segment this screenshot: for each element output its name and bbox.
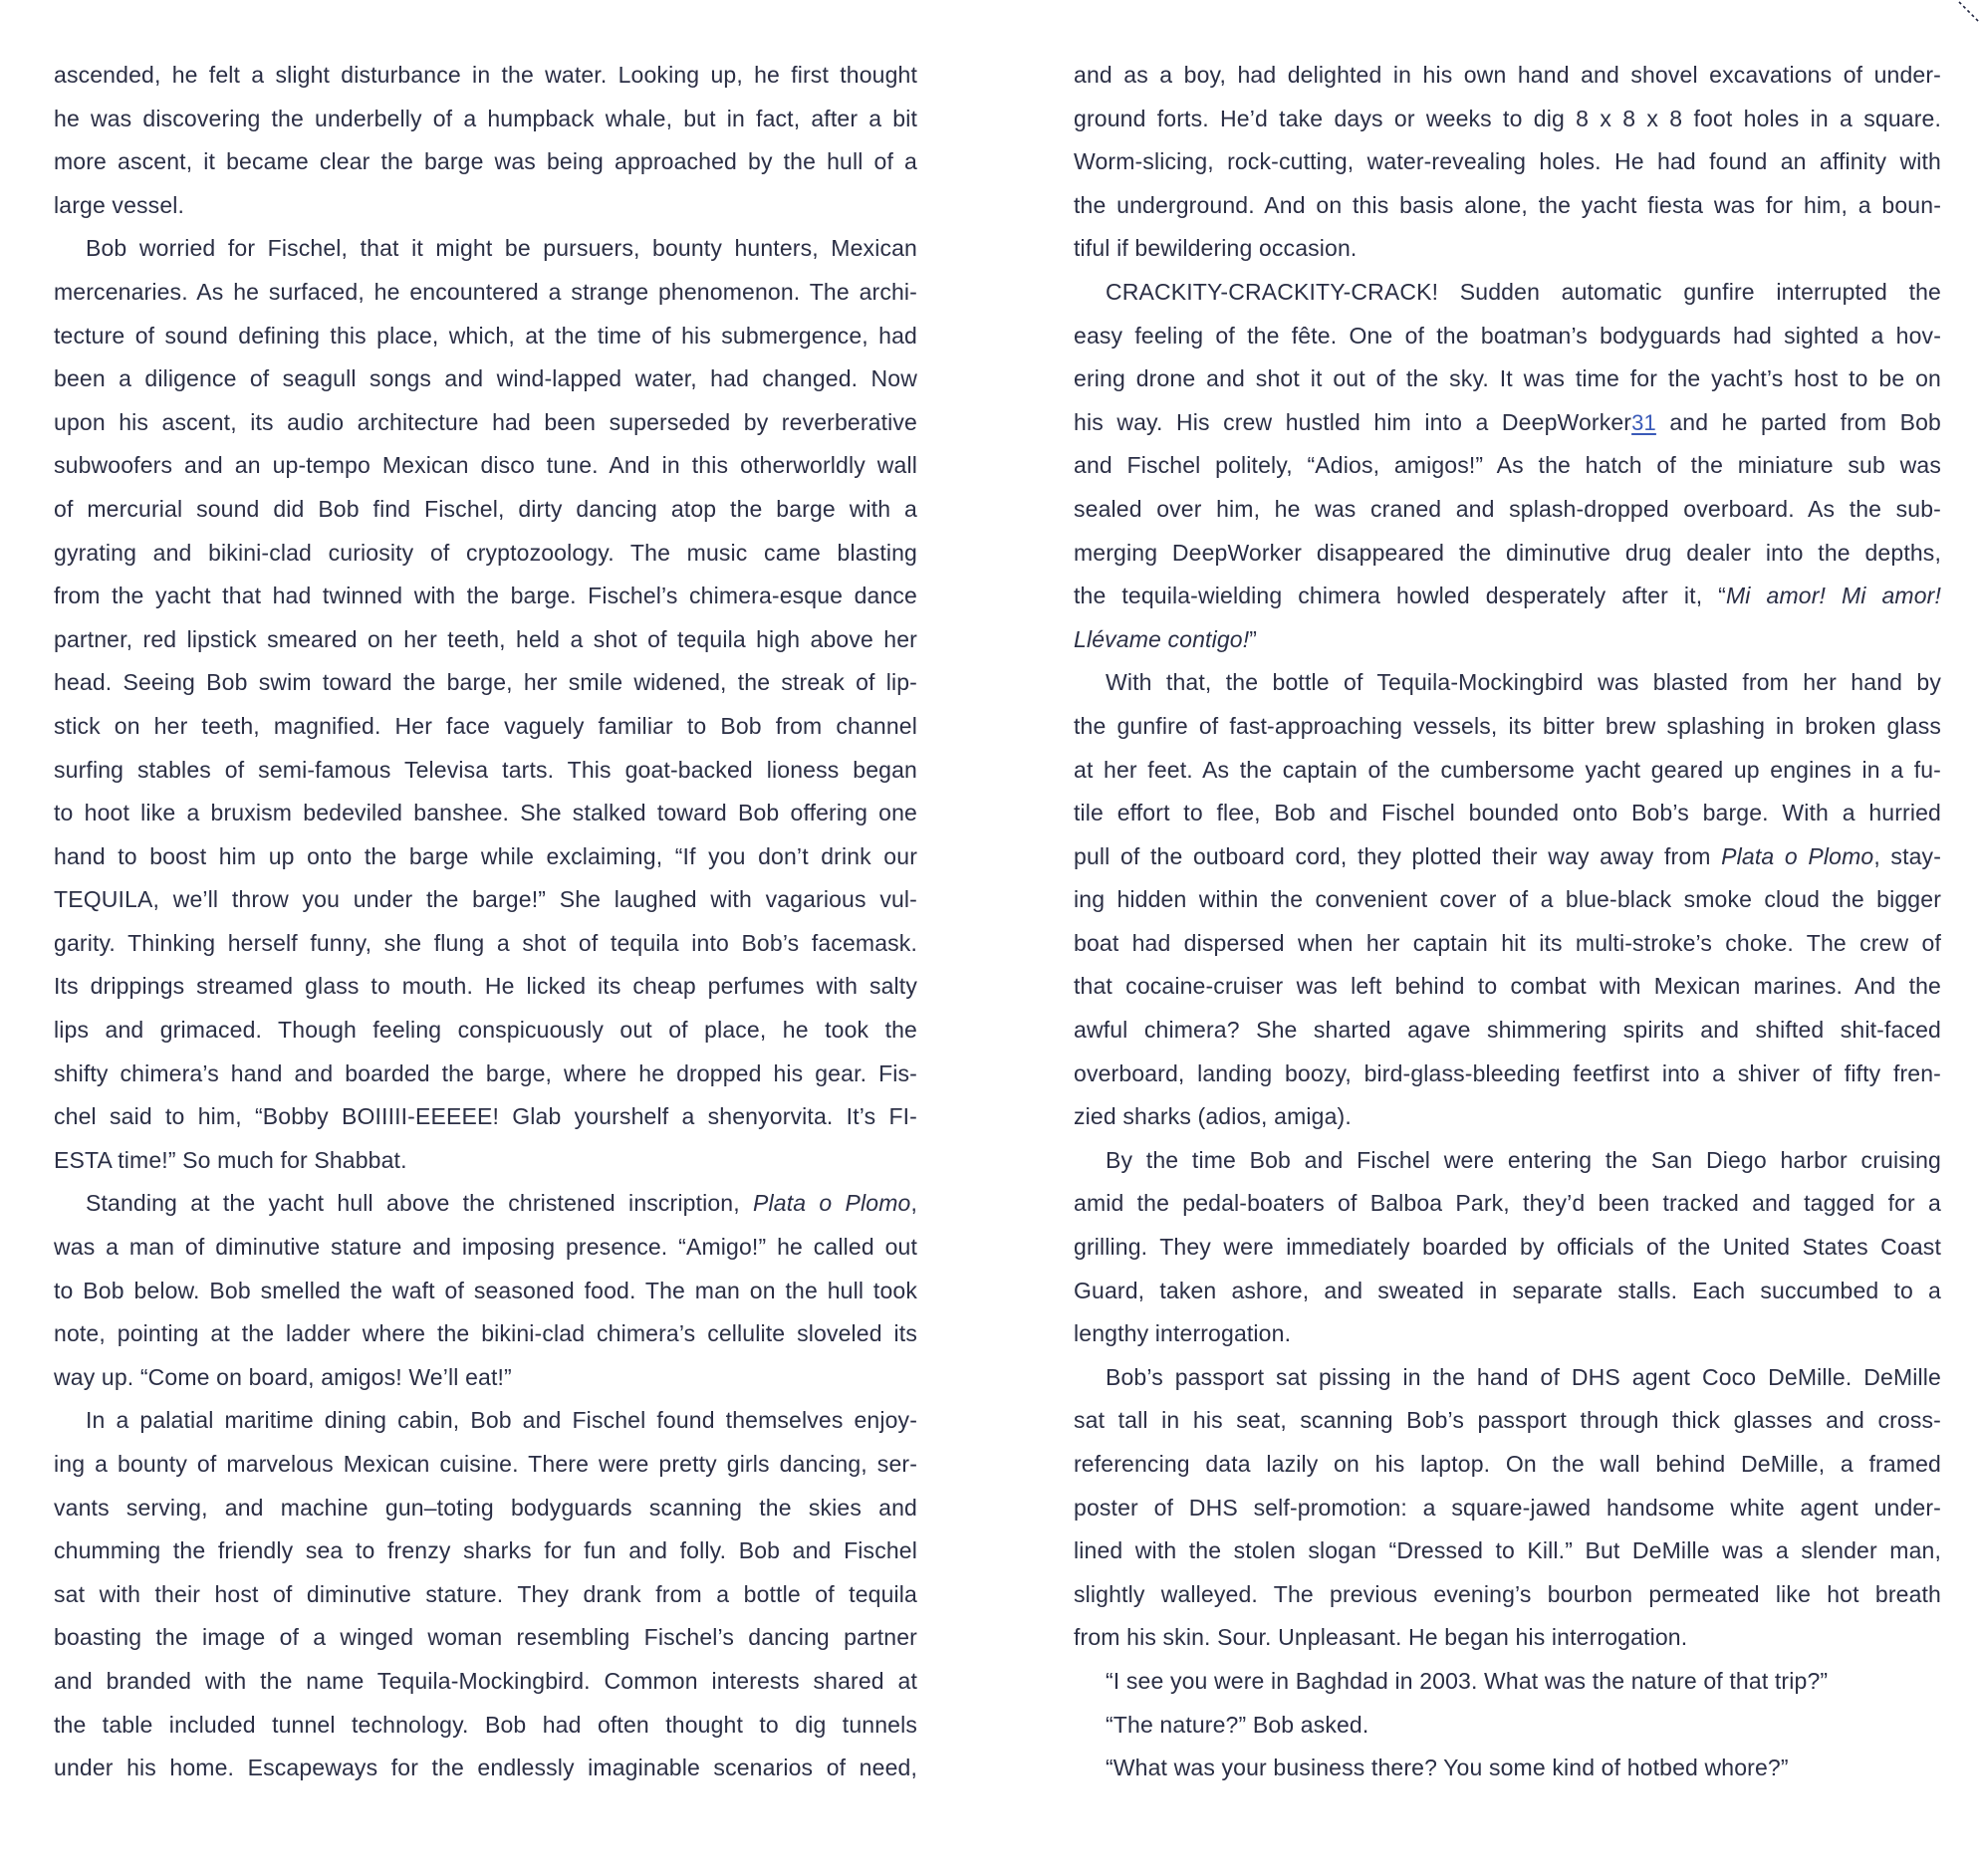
text-line — [1074, 835, 1941, 879]
line-text: lengthy interrogation. — [1074, 1320, 1292, 1347]
line-text-suffix: ” — [1249, 625, 1258, 652]
line-text: sealed over him, he was craned and splash-dropped overboard. As the sub- — [1074, 495, 1941, 522]
text-line — [54, 792, 917, 835]
line-text: ing hidden within the convenient cover of a blue-black smoke cloud the bigger — [1074, 886, 1941, 913]
line-text: sat with their host of diminutive stature. They drank from a bottle of tequila — [54, 1580, 917, 1607]
text-line — [54, 1182, 917, 1226]
text-line — [1074, 1487, 1941, 1530]
text-line — [1074, 184, 1941, 228]
line-text: he was discovering the underbelly of a humpback whale, but in fact, after a bit — [54, 105, 917, 131]
text-line — [1074, 1270, 1941, 1313]
line-text: boasting the image of a winged woman resembling Fischel’s dancing partner — [54, 1624, 917, 1651]
text-line — [54, 1573, 917, 1617]
line-text: lined with the stolen slogan “Dressed to Kill.” But DeMille was a slender man, — [1074, 1537, 1941, 1564]
line-text: way up. “Come on board, amigos! We’ll eat!” — [54, 1363, 512, 1390]
line-text: ascended, he felt a slight disturbance in the water. Looking up, he first thought — [54, 62, 917, 88]
line-text: poster of DHS self-promotion: a square-jawed handsome white agent under- — [1074, 1494, 1941, 1521]
line-text: referencing data lazily on his laptop. On the wall behind DeMille, a framed — [1074, 1451, 1941, 1477]
line-text: TEQUILA, we’ll throw you under the barge!” She laughed with vagarious vul- — [54, 886, 917, 913]
text-line — [54, 618, 917, 662]
line-text: partner, red lipstick smeared on her teeth, held a shot of tequila high above her — [54, 625, 917, 652]
text-line — [1074, 618, 1941, 662]
line-text: and as a boy, had delighted in his own hand and shovel excavations of under- — [1074, 62, 1941, 88]
line-text: Bob’s passport sat pissing in the hand of DHS agent Coco DeMille. DeMille — [1106, 1363, 1941, 1390]
text-line — [1074, 315, 1941, 358]
line-text: Standing at the yacht hull above the christened inscription, — [86, 1190, 753, 1217]
page-fold-corner-icon — [1957, 0, 1979, 22]
text-line — [1074, 922, 1941, 966]
line-text: slightly walleyed. The previous evening’s bourbon permeated like hot breath — [1074, 1580, 1941, 1607]
text-line — [1074, 705, 1941, 749]
line-text: from his skin. Sour. Unpleasant. He began his interrogation. — [1074, 1624, 1688, 1651]
line-text: more ascent, it became clear the barge was being approached by the hull of a — [54, 148, 917, 175]
line-text: subwoofers and an up-tempo Mexican disco tune. And in this otherworldly wall — [54, 452, 917, 479]
text-line — [1074, 1226, 1941, 1270]
line-text: to Bob below. Bob smelled the waft of seasoned food. The man on the hull took — [54, 1277, 917, 1303]
text-line — [1074, 1399, 1941, 1443]
text-line — [1074, 532, 1941, 576]
text-line — [54, 315, 917, 358]
line-text: and Fischel politely, “Adios, amigos!” As the hatch of the miniature sub was — [1074, 452, 1941, 479]
line-text: chel said to him, “Bobby BOIIIII-EEEEE! Glab yourshelf a shenyorvita. It’s FI- — [54, 1103, 917, 1130]
text-line — [1074, 271, 1941, 315]
line-text: note, pointing at the ladder where the bikini-clad chimera’s cellulite sloveled its — [54, 1320, 917, 1347]
text-line — [1074, 227, 1941, 271]
line-text: was a man of diminutive stature and imposing presence. “Amigo!” he called out — [54, 1234, 917, 1261]
line-text: chumming the friendly sea to frenzy sharks for fun and folly. Bob and Fischel — [54, 1537, 917, 1564]
line-text: In a palatial maritime dining cabin, Bob and Fischel found themselves enjoy- — [86, 1407, 917, 1434]
line-text: tile effort to flee, Bob and Fischel bounded onto Bob’s barge. With a hurried — [1074, 800, 1941, 826]
line-text: easy feeling of the fête. One of the boatman’s bodyguards had sighted a hov- — [1074, 322, 1941, 349]
text-line — [1074, 1443, 1941, 1487]
text-line — [54, 705, 917, 749]
text-line — [1074, 1182, 1941, 1226]
text-line — [1074, 357, 1941, 401]
text-line — [54, 54, 917, 98]
text-line — [1074, 54, 1941, 98]
line-text: upon his ascent, its audio architecture had been superseded by reverberative — [54, 408, 917, 435]
line-text: at her feet. As the captain of the cumbersome yacht geared up engines in a fu- — [1074, 756, 1941, 783]
text-line — [54, 922, 917, 966]
text-line — [54, 1660, 917, 1704]
line-text: large vessel. — [54, 191, 185, 218]
text-line — [1074, 1356, 1941, 1400]
text-line — [54, 878, 917, 922]
text-line — [54, 835, 917, 879]
text-line — [54, 1443, 917, 1487]
line-text: mercenaries. As he surfaced, he encountered a strange phenomenon. The archi- — [54, 278, 917, 305]
line-text: tecture of sound defining this place, which, at the time of his submergence, had — [54, 322, 917, 349]
left-column — [54, 54, 917, 1790]
line-text: gyrating and bikini-clad curiosity of cryptozoology. The music came blasting — [54, 539, 917, 566]
line-text: ESTA time!” So much for Shabbat. — [54, 1146, 407, 1173]
line-text: from the yacht that had twinned with the barge. Fischel’s chimera-esque dance — [54, 583, 917, 609]
line-text: garity. Thinking herself funny, she flung a shot of tequila into Bob’s facemask. — [54, 929, 917, 956]
line-text-suffix: , stay- — [1873, 842, 1942, 869]
text-line — [54, 227, 917, 271]
line-text: By the time Bob and Fischel were entering the San Diego harbor cruising — [1106, 1146, 1941, 1173]
text-line — [1074, 1139, 1941, 1183]
line-text-suffix: , — [910, 1190, 917, 1217]
line-text: “What was your business there? You some kind of hotbed whore?” — [1106, 1755, 1789, 1781]
text-line — [54, 1095, 917, 1139]
text-line — [1074, 792, 1941, 835]
line-text-suffix: and he parted from Bob — [1655, 408, 1942, 435]
line-text: Guard, taken ashore, and sweated in separate stalls. Each succumbed to a — [1074, 1277, 1941, 1303]
line-text: zied sharks (adios, amiga). — [1074, 1103, 1352, 1130]
text-line — [54, 1399, 917, 1443]
line-text: that cocaine-cruiser was left behind to combat with Mexican marines. And the — [1074, 973, 1941, 1000]
line-text: under his home. Escapeways for the endlessly imaginable scenarios of need, — [54, 1755, 917, 1781]
line-text: his way. His crew hustled him into a DeepWorker — [1074, 408, 1632, 435]
line-text: pull of the outboard cord, they plotted their way away from — [1074, 842, 1722, 869]
italic-text: Plata o Plomo — [1721, 842, 1874, 869]
text-line — [54, 1270, 917, 1313]
line-text: Worm-slicing, rock-cutting, water-revealing holes. He had found an affinity with — [1074, 148, 1941, 175]
text-line — [54, 575, 917, 618]
line-text: head. Seeing Bob swim toward the barge, her smile widened, the streak of lip- — [54, 669, 917, 696]
text-line — [54, 357, 917, 401]
text-line — [1074, 488, 1941, 532]
text-line — [54, 1487, 917, 1530]
text-line — [54, 1139, 917, 1183]
text-line — [54, 401, 917, 445]
text-line — [54, 1704, 917, 1748]
line-text: hand to boost him up onto the barge while exclaiming, “If you don’t drink our — [54, 842, 917, 869]
text-line — [54, 184, 917, 228]
text-line — [54, 965, 917, 1009]
text-line — [1074, 140, 1941, 184]
line-text: the underground. And on this basis alone, the yacht fiesta was for him, a boun- — [1074, 191, 1941, 218]
text-line — [54, 488, 917, 532]
line-text: of mercurial sound did Bob find Fischel, dirty dancing atop the barge with a — [54, 495, 917, 522]
text-line — [54, 532, 917, 576]
line-text: been a diligence of seagull songs and wind-lapped water, had changed. Now — [54, 365, 917, 392]
text-line — [1074, 575, 1941, 618]
line-text: amid the pedal-boaters of Balboa Park, they’d been tracked and tagged for a — [1074, 1190, 1941, 1217]
text-line — [1074, 98, 1941, 141]
line-text: CRACKITY-CRACKITY-CRACK! Sudden automatic gunfire interrupted the — [1106, 278, 1941, 305]
text-line — [54, 1529, 917, 1573]
text-line — [1074, 1095, 1941, 1139]
text-line — [1074, 444, 1941, 488]
text-line — [54, 661, 917, 705]
line-text: shifty chimera’s hand and boarded the barge, where he dropped his gear. Fis- — [54, 1059, 917, 1086]
text-line — [1074, 1312, 1941, 1356]
text-line — [1074, 878, 1941, 922]
italic-text: Llévame contigo! — [1074, 625, 1250, 652]
text-line — [1074, 1616, 1941, 1660]
text-line — [54, 98, 917, 141]
italic-text: Mi amor! Mi amor! — [1726, 583, 1942, 609]
line-text: “I see you were in Baghdad in 2003. What was the nature of that trip?” — [1106, 1667, 1829, 1694]
line-text: boat had dispersed when her captain hit its multi-stroke’s choke. The crew of — [1074, 929, 1941, 956]
text-line — [54, 1312, 917, 1356]
line-text: surfing stables of semi-famous Televisa tarts. This goat-backed lioness began — [54, 756, 917, 783]
text-line — [54, 1226, 917, 1270]
line-text: tiful if bewildering occasion. — [1074, 235, 1358, 262]
line-text: Its drippings streamed glass to mouth. He licked its cheap perfumes with salty — [54, 973, 917, 1000]
line-text: to hoot like a bruxism bedeviled banshee. She stalked toward Bob offering one — [54, 800, 917, 826]
text-line — [1074, 1529, 1941, 1573]
line-text: ering drone and shot it out of the sky. It was time for the yacht’s host to be on — [1074, 365, 1941, 392]
italic-text: Plata o Plomo — [753, 1190, 911, 1217]
line-text: the gunfire of fast-approaching vessels, its bitter brew splashing in broken glass — [1074, 712, 1941, 739]
text-line — [54, 749, 917, 793]
line-text: grilling. They were immediately boarded by officials of the United States Coast — [1074, 1234, 1941, 1261]
text-line — [54, 1747, 917, 1790]
text-line — [54, 444, 917, 488]
text-line — [54, 1356, 917, 1400]
text-line — [1074, 1660, 1941, 1704]
line-text: “The nature?” Bob asked. — [1106, 1711, 1369, 1738]
line-text: ing a bounty of marvelous Mexican cuisine. There were pretty girls dancing, ser- — [54, 1451, 917, 1477]
text-line — [1074, 1573, 1941, 1617]
line-text: lips and grimaced. Though feeling conspicuously out of place, he took the — [54, 1017, 917, 1044]
right-column — [1074, 54, 1941, 1790]
text-line — [1074, 661, 1941, 705]
line-text: overboard, landing boozy, bird-glass-bleeding feetfirst into a shiver of fifty fren- — [1074, 1059, 1941, 1086]
text-line — [1074, 401, 1941, 445]
line-text: vants serving, and machine gun–toting bodyguards scanning the skies and — [54, 1494, 917, 1521]
text-line — [1074, 1009, 1941, 1053]
footnote-link[interactable]: 31 — [1631, 409, 1656, 435]
line-text: and branded with the name Tequila-Mockingbird. Common interests shared at — [54, 1667, 917, 1694]
line-text: the tequila-wielding chimera howled desperately after it, “ — [1074, 583, 1726, 609]
line-text: sat tall in his seat, scanning Bob’s passport through thick glasses and cross- — [1074, 1407, 1941, 1434]
text-line — [54, 271, 917, 315]
line-text: stick on her teeth, magnified. Her face vaguely familiar to Bob from channel — [54, 712, 917, 739]
line-text: Bob worried for Fischel, that it might be pursuers, bounty hunters, Mexican — [86, 235, 917, 262]
text-line — [1074, 1747, 1941, 1790]
line-text: the table included tunnel technology. Bob had often thought to dig tunnels — [54, 1711, 917, 1738]
line-text: merging DeepWorker disappeared the diminutive drug dealer into the depths, — [1074, 539, 1941, 566]
line-text: ground forts. He’d take days or weeks to dig 8 x 8 x 8 foot holes in a square. — [1074, 105, 1941, 131]
text-line — [1074, 965, 1941, 1009]
text-line — [54, 140, 917, 184]
line-text: awful chimera? She sharted agave shimmering spirits and shifted shit-faced — [1074, 1017, 1941, 1044]
text-line — [54, 1009, 917, 1053]
text-line — [54, 1616, 917, 1660]
text-line — [1074, 749, 1941, 793]
text-line — [1074, 1053, 1941, 1096]
line-text: With that, the bottle of Tequila-Mockingbird was blasted from her hand by — [1106, 669, 1941, 696]
text-line — [54, 1053, 917, 1096]
text-line — [1074, 1704, 1941, 1748]
